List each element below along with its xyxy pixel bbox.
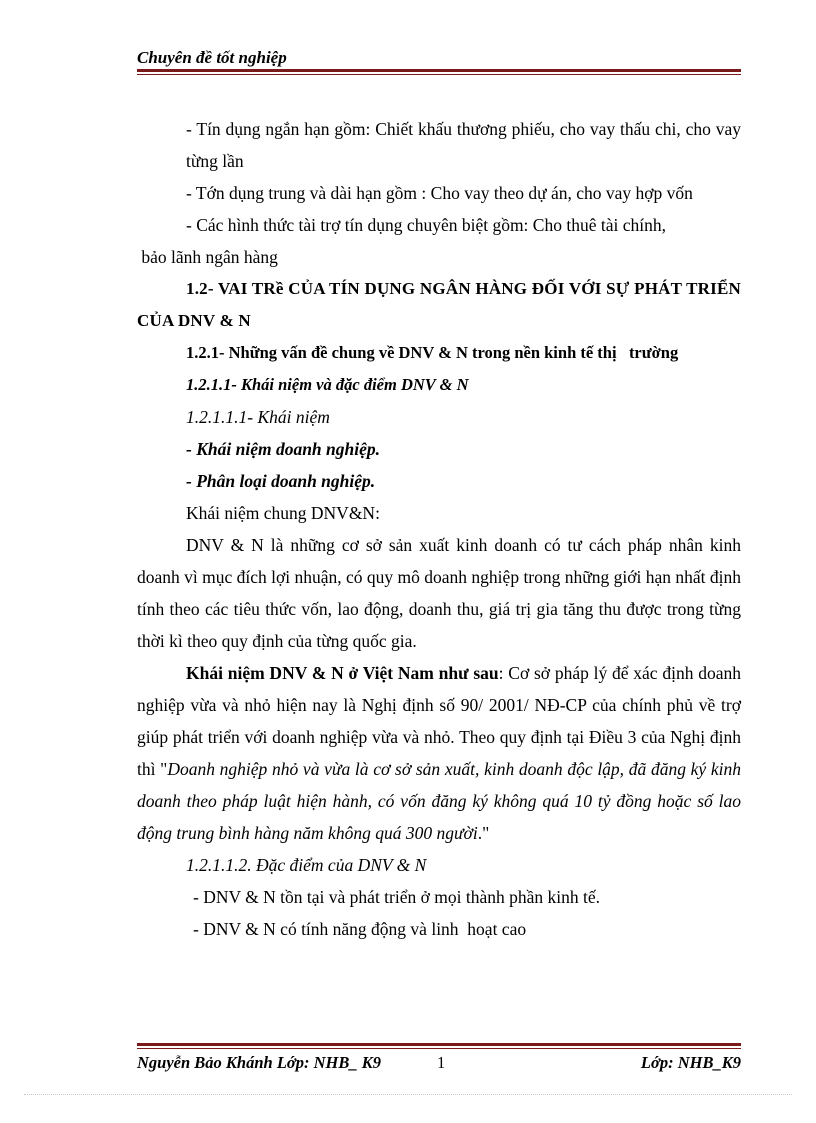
paragraph-vietnam-sme-concept bbox=[137, 657, 741, 849]
item-enterprise-classification: - Phân loại doanh nghiệp. bbox=[186, 471, 376, 491]
page-number: 1 bbox=[437, 1053, 446, 1072]
footer-class: Lớp: NHB_K9 bbox=[640, 1053, 741, 1072]
paragraph-sme-definition: DNV & N là những cơ sở sản xuất kinh doanh có tư cách pháp nhân kinh doanh vì mục đích lợi nhuận, có quy mô doanh nghiệp trong những giới hạn nhất định tính theo các tiêu thức vốn, lao động, doanh thu, giá trị gia tăng thu được trong từng thời kì theo quy định của từng quốc gia. bbox=[137, 535, 741, 651]
bullet-dynamic-flexible: - DNV & N có tính năng động và linh hoạt cao bbox=[193, 919, 527, 939]
section-heading-1-2-1-1: 1.2.1.1- Khái niệm và đặc điểm DNV & N bbox=[186, 375, 469, 394]
item-enterprise-concept: - Khái niệm doanh nghiệp. bbox=[186, 439, 381, 459]
header-rule-thick bbox=[137, 69, 741, 72]
bullet-exists-all-sectors: - DNV & N tồn tại và phát triển ở mọi thành phần kinh tế. bbox=[193, 887, 600, 907]
decree-quotation: Doanh nghiệp nhỏ và vừa là cơ sở sản xuất, kinh doanh độc lập, đã đăng ký kinh doanh theo pháp luật hiện hành, có vốn đăng ký không quá 10 tỷ đồng hoặc số lao động trung bình hàng năm không quá 300 người bbox=[137, 759, 742, 843]
vietnam-concept-end: ." bbox=[477, 823, 490, 843]
general-concept-label: Khái niệm chung DNV&N: bbox=[186, 503, 380, 523]
paragraph-medium-long-term-credit: - Tớn dụng trung và dài hạn gồm : Cho vay theo dự án, cho vay hợp vốn bbox=[186, 183, 693, 203]
header-rule-thin bbox=[137, 74, 741, 75]
footer-author-class: Nguyễn Bảo Khánh Lớp: NHB_ K9 bbox=[137, 1053, 382, 1072]
section-heading-1-2: 1.2- VAI TRề CỦA TÍN DỤNG NGÂN HÀNG ĐỐI VỚI SỰ PHÁT TRIỂN CỦA DNV & N bbox=[137, 279, 741, 330]
section-heading-1-2-1-1-1: 1.2.1.1.1- Khái niệm bbox=[186, 407, 330, 427]
page-header-title: Chuyên đề tốt nghiệp bbox=[137, 48, 287, 67]
page-body bbox=[137, 113, 741, 945]
section-heading-1-2-1: 1.2.1- Những vấn đề chung về DNV & N trong nền kinh tế thị trường bbox=[186, 343, 679, 362]
paragraph-short-term-credit: - Tín dụng ngắn hạn gồm: Chiết khấu thương phiếu, cho vay thấu chi, cho vay từng lần bbox=[186, 119, 741, 171]
page-footer bbox=[137, 1053, 741, 1079]
paragraph-special-credit-line2: bảo lãnh ngân hàng bbox=[137, 247, 278, 267]
section-heading-1-2-1-1-2: 1.2.1.1.2. Đặc điểm của DNV & N bbox=[186, 855, 427, 875]
vietnam-concept-text: : Cơ sở pháp lý để xác định doanh nghiệp vừa và nhỏ hiện nay là Nghị định số 90/ 2001/ NĐ-CP của chính phủ về trợ giúp phát triển với doanh nghiệp vừa và nhỏ. Theo quy định tại Điều 3 của Nghị định thì " bbox=[137, 663, 741, 779]
vietnam-concept-bold-lead: Khái niệm DNV & N ở Việt Nam như sau bbox=[186, 663, 499, 683]
paragraph-special-credit-line1: - Các hình thức tài trợ tín dụng chuyên biệt gồm: Cho thuê tài chính, bbox=[186, 215, 666, 235]
footer-rule-thick bbox=[137, 1043, 741, 1046]
page-boundary-dotted-line bbox=[24, 1094, 792, 1095]
footer-rule-thin bbox=[137, 1048, 741, 1049]
